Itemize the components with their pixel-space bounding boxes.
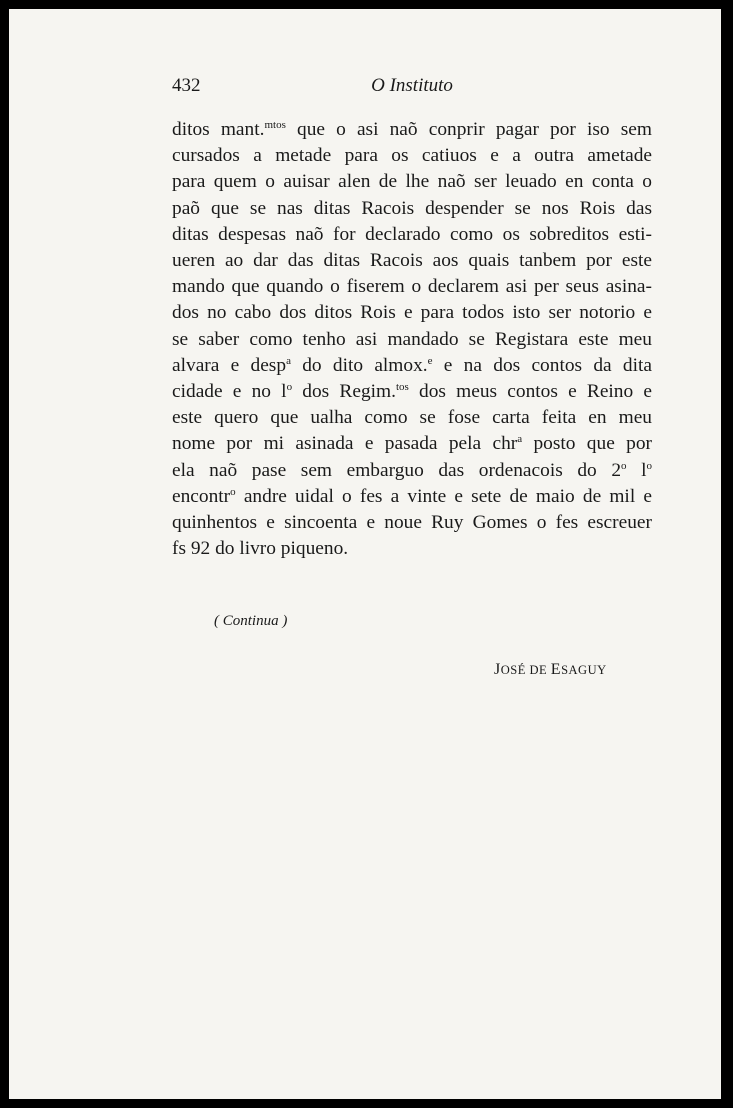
text-line: [172, 458, 652, 484]
text-line: [172, 536, 652, 562]
text-segment: ueren ao dar das ditas Racois aos quais tanbem por este: [172, 250, 652, 272]
superscript-abbrev: o: [646, 459, 652, 472]
superscript-abbrev: o: [286, 381, 293, 394]
superscript-abbrev: o: [621, 459, 627, 472]
text-segment: este quero que ualha como se fose carta feita en meu: [172, 407, 652, 429]
text-line: [172, 510, 652, 536]
text-segment: dos no cabo dos ditos Rois e para todos isto ser notorio e: [172, 302, 652, 324]
text-segment: do dito almox.: [290, 354, 428, 376]
text-line: [172, 431, 652, 457]
text-line: [172, 300, 652, 326]
text-segment: mando que quando o fiserem o declarem asi per seus asina-: [172, 276, 652, 298]
signature-first-rest: OSÉ: [500, 663, 526, 677]
text-segment: posto que por: [522, 433, 652, 455]
superscript-abbrev: a: [286, 354, 291, 367]
text-segment: que o asi naõ conprir pagar por iso sem: [285, 119, 652, 140]
text-line: [172, 169, 652, 195]
text-segment: ditas despesas naõ for declarado como os sobreditos esti-: [172, 223, 652, 245]
signature-last-rest: SAGUY: [561, 663, 607, 677]
text-line: [172, 405, 652, 431]
text-line: [172, 248, 652, 274]
text-line: [172, 379, 652, 405]
text-segment: l: [626, 459, 647, 481]
superscript-abbrev: tos: [395, 381, 409, 394]
page-number: 432: [172, 75, 201, 96]
text-line: [172, 117, 652, 143]
author-signature: [494, 661, 607, 679]
signature-initial-e: E: [550, 661, 562, 678]
text-line: [172, 222, 652, 248]
text-segment: se saber como tenho asi mandado se Registara este meu: [172, 328, 652, 350]
text-segment: nome por mi asinada e pasada pela chr: [172, 433, 518, 455]
text-segment: encontr: [172, 485, 231, 507]
text-line: [172, 327, 652, 353]
running-title: O Instituto: [371, 75, 453, 96]
text-segment: paõ que se nas ditas Racois despender se nos Rois das: [172, 197, 652, 219]
text-segment: dos meus contos e Reino e: [408, 381, 653, 403]
text-segment: ditos mant.: [172, 119, 265, 140]
superscript-abbrev: mtos: [264, 119, 286, 131]
signature-de: DE: [525, 663, 551, 677]
signature-initial-j: J: [494, 661, 501, 678]
text-line: [172, 196, 652, 222]
text-segment: cidade e no l: [172, 381, 287, 403]
text-segment: alvara e desp: [172, 354, 287, 376]
body-text: [172, 117, 652, 562]
superscript-abbrev: a: [517, 433, 523, 446]
text-segment: andre uidal o fes a vinte e sete de maio de mil e: [235, 485, 652, 507]
text-segment: ela naõ pase sem embarguo das ordenacois do 2: [172, 459, 622, 481]
text-line: [172, 274, 652, 300]
text-line: [172, 484, 652, 510]
superscript-abbrev: o: [230, 485, 236, 498]
text-segment: fs 92 do livro piqueno.: [172, 538, 349, 560]
text-segment: dos Regim.: [292, 381, 396, 403]
text-segment: para quem o auisar alen de lhe naõ ser leuado en conta o: [172, 171, 652, 193]
text-line: [172, 353, 652, 379]
text-segment: quinhentos e sincoenta e noue Ruy Gomes o fes escreuer: [172, 512, 652, 534]
text-segment: cursados a metade para os catiuos e a outra ametade: [172, 145, 652, 167]
page-header: [172, 75, 652, 101]
text-line: [172, 143, 652, 169]
continua-note: ( Continua ): [214, 613, 288, 629]
text-segment: e na dos contos da dita: [432, 354, 652, 376]
superscript-abbrev: e: [427, 354, 433, 367]
book-page: [9, 9, 721, 1099]
